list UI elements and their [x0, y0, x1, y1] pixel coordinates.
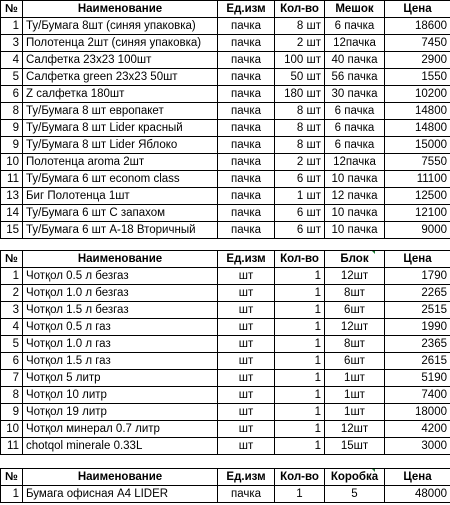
table-cell[interactable]: 6шт	[325, 353, 385, 370]
table-cell[interactable]: 18000	[385, 404, 450, 421]
table-cell[interactable]: Чотқол 1.0 л безгаз	[23, 285, 218, 302]
table-cell[interactable]: 7400	[385, 387, 450, 404]
table-cell[interactable]: 6 пачка	[325, 137, 385, 154]
table-cell[interactable]: 48000	[385, 486, 450, 503]
table-cell[interactable]: 7	[1, 370, 23, 387]
table-cell[interactable]: пачка	[218, 137, 275, 154]
table-cell[interactable]: 1	[275, 387, 325, 404]
price-table-paper-goods	[0, 0, 450, 239]
table-cell[interactable]: 50 шт	[275, 69, 325, 86]
table-cell[interactable]: пачка	[218, 120, 275, 137]
table-cell[interactable]: 9	[1, 137, 23, 154]
table-cell[interactable]: 12 пачка	[325, 188, 385, 205]
table-cell[interactable]: 56 пачка	[325, 69, 385, 86]
table-cell[interactable]: Чотқол 1.5 л безгаз	[23, 302, 218, 319]
table-cell[interactable]: 10 пачка	[325, 222, 385, 239]
table-row[interactable]	[1, 302, 450, 319]
table-cell[interactable]: Ту/Бумага 8 шт европакет	[23, 103, 218, 120]
table-cell[interactable]: 8 шт	[275, 137, 325, 154]
table-cell[interactable]: 2900	[385, 52, 450, 69]
table-cell[interactable]: 15000	[385, 137, 450, 154]
table-row[interactable]	[1, 486, 450, 503]
table-cell[interactable]: 1	[275, 302, 325, 319]
table-cell[interactable]: 1550	[385, 69, 450, 86]
table-cell[interactable]: 18600	[385, 18, 450, 35]
table-cell[interactable]: Ту/Бумага 6 шт econom class	[23, 171, 218, 188]
table-cell[interactable]: 3000	[385, 438, 450, 455]
table-row[interactable]	[1, 205, 450, 222]
col-pack[interactable]: Мешок	[325, 1, 385, 18]
table-cell[interactable]: Биг Полотенца 1шт	[23, 188, 218, 205]
col-price[interactable]: Цена	[385, 469, 450, 486]
table-cell[interactable]: 180 шт	[275, 86, 325, 103]
table-cell[interactable]: 1	[275, 486, 325, 503]
table-cell[interactable]: 5	[1, 336, 23, 353]
table-cell[interactable]: 14	[1, 205, 23, 222]
table-cell[interactable]: шт	[218, 319, 275, 336]
cell-marker-icon	[372, 469, 375, 472]
table-cell[interactable]: Чотқол минерал 0.7 литр	[23, 421, 218, 438]
table-cell[interactable]: 8 шт	[275, 18, 325, 35]
table-header-row	[1, 469, 450, 486]
table-cell[interactable]: 5190	[385, 370, 450, 387]
table-row[interactable]	[1, 268, 450, 285]
table-cell[interactable]: 1	[275, 285, 325, 302]
price-table-water	[0, 250, 450, 455]
table-cell[interactable]: chotqol minerale 0.33L	[23, 438, 218, 455]
table-cell[interactable]: пачка	[218, 205, 275, 222]
table-cell[interactable]: 1	[275, 336, 325, 353]
table-row[interactable]	[1, 222, 450, 239]
table-row[interactable]	[1, 188, 450, 205]
table-cell[interactable]: Полотенца aroma 2шт	[23, 154, 218, 171]
table-cell[interactable]: 4	[1, 319, 23, 336]
table-cell[interactable]: 8 шт	[275, 120, 325, 137]
table-row[interactable]	[1, 86, 450, 103]
table-cell[interactable]: 9	[1, 120, 23, 137]
col-unit[interactable]: Ед.изм	[218, 1, 275, 18]
table-cell[interactable]: 1	[1, 18, 23, 35]
table-cell[interactable]: шт	[218, 370, 275, 387]
table-row[interactable]	[1, 35, 450, 52]
table-row[interactable]	[1, 137, 450, 154]
table-cell[interactable]: 9000	[385, 222, 450, 239]
table-cell[interactable]: Z салфетка 180шт	[23, 86, 218, 103]
table-cell[interactable]: 12шт	[325, 421, 385, 438]
table-cell[interactable]: пачка	[218, 188, 275, 205]
table-cell[interactable]: 8шт	[325, 285, 385, 302]
table-cell[interactable]: 40 пачка	[325, 52, 385, 69]
table-row[interactable]	[1, 353, 450, 370]
col-qty[interactable]: Кол-во	[275, 251, 325, 268]
table-cell[interactable]: Бумага офисная А4 LIDER	[23, 486, 218, 503]
table-cell[interactable]: пачка	[218, 86, 275, 103]
table-row[interactable]	[1, 103, 450, 120]
table-cell[interactable]: 8 шт	[275, 103, 325, 120]
table-cell[interactable]: 12шт	[325, 319, 385, 336]
table-cell[interactable]: Ту/Бумага 8шт (синяя упаковка)	[23, 18, 218, 35]
table-cell[interactable]: шт	[218, 302, 275, 319]
table-cell[interactable]: пачка	[218, 154, 275, 171]
table-cell[interactable]: Чотқол 5 литр	[23, 370, 218, 387]
table-cell[interactable]: 5	[325, 486, 385, 503]
table-cell[interactable]: 11100	[385, 171, 450, 188]
table-cell[interactable]: 3	[1, 302, 23, 319]
table-cell[interactable]: Чотқол 10 литр	[23, 387, 218, 404]
table-cell[interactable]: шт	[218, 404, 275, 421]
table-cell[interactable]: 6 шт	[275, 205, 325, 222]
table-cell[interactable]: 1	[275, 421, 325, 438]
table-cell[interactable]: 1	[275, 268, 325, 285]
table-cell[interactable]: 9	[1, 404, 23, 421]
table-cell[interactable]: 7450	[385, 35, 450, 52]
table-row[interactable]	[1, 52, 450, 69]
table-cell[interactable]: 6 пачка	[325, 18, 385, 35]
col-unit[interactable]: Ед.изм	[218, 469, 275, 486]
table-cell[interactable]: Чотқол 0.5 л безгаз	[23, 268, 218, 285]
table-row[interactable]	[1, 69, 450, 86]
table-cell[interactable]: 4200	[385, 421, 450, 438]
table-row[interactable]	[1, 285, 450, 302]
table-cell[interactable]: 2 шт	[275, 154, 325, 171]
table-cell[interactable]: 6 пачка	[325, 120, 385, 137]
table-cell[interactable]: 2 шт	[275, 35, 325, 52]
table-cell[interactable]: 10 пачка	[325, 171, 385, 188]
table-cell[interactable]: 2615	[385, 353, 450, 370]
table-row[interactable]	[1, 404, 450, 421]
table-cell[interactable]: 6 шт	[275, 222, 325, 239]
table-cell[interactable]: шт	[218, 353, 275, 370]
table-cell[interactable]: 1990	[385, 319, 450, 336]
table-cell[interactable]: пачка	[218, 171, 275, 188]
col-qty[interactable]: Кол-во	[275, 469, 325, 486]
table-cell[interactable]: 14800	[385, 120, 450, 137]
table-cell[interactable]: 8	[1, 387, 23, 404]
table-row[interactable]	[1, 370, 450, 387]
table-cell[interactable]: 100 шт	[275, 52, 325, 69]
table-cell[interactable]: 2265	[385, 285, 450, 302]
table-row[interactable]	[1, 438, 450, 455]
col-qty[interactable]: Кол-во	[275, 1, 325, 18]
table-cell[interactable]: 12500	[385, 188, 450, 205]
table-cell[interactable]: 1шт	[325, 370, 385, 387]
col-box[interactable]: Коробка	[325, 469, 385, 486]
table-cell[interactable]: шт	[218, 336, 275, 353]
table-cell[interactable]: Салфетка green 23х23 50шт	[23, 69, 218, 86]
table-cell[interactable]: 6	[1, 353, 23, 370]
table-cell[interactable]: пачка	[218, 103, 275, 120]
table-cell[interactable]: 11	[1, 171, 23, 188]
table-cell[interactable]: пачка	[218, 69, 275, 86]
table-cell[interactable]: 8шт	[325, 336, 385, 353]
table-cell[interactable]: 6 шт	[275, 171, 325, 188]
col-number[interactable]: №	[1, 1, 23, 18]
table-row[interactable]	[1, 18, 450, 35]
table-header-row	[1, 251, 450, 268]
table-cell[interactable]: 1	[275, 404, 325, 421]
table-cell[interactable]: 3	[1, 35, 23, 52]
table-cell[interactable]: пачка	[218, 222, 275, 239]
table-cell[interactable]: 1	[275, 438, 325, 455]
table-cell[interactable]: 30 пачка	[325, 86, 385, 103]
table-row[interactable]	[1, 387, 450, 404]
table-cell[interactable]: 2	[1, 285, 23, 302]
col-name[interactable]: Наименование	[23, 251, 218, 268]
table-cell[interactable]: шт	[218, 285, 275, 302]
table-cell[interactable]: 1	[275, 353, 325, 370]
table-cell[interactable]: Чотқол 0.5 л газ	[23, 319, 218, 336]
table-cell[interactable]: 12100	[385, 205, 450, 222]
table-cell[interactable]: Чотқол 1.5 л газ	[23, 353, 218, 370]
col-name[interactable]: Наименование	[23, 1, 218, 18]
table-cell[interactable]: шт	[218, 438, 275, 455]
table-cell[interactable]: 15шт	[325, 438, 385, 455]
table-cell[interactable]: Чотқол 19 литр	[23, 404, 218, 421]
table-cell[interactable]: 14800	[385, 103, 450, 120]
col-name[interactable]: Наименование	[23, 469, 218, 486]
table-cell[interactable]: 6 пачка	[325, 103, 385, 120]
table-cell[interactable]: 10 пачка	[325, 205, 385, 222]
table-header-row	[1, 1, 450, 18]
table-cell[interactable]: Ту/Бумага 6 шт С запахом	[23, 205, 218, 222]
table-cell[interactable]: 2365	[385, 336, 450, 353]
col-unit[interactable]: Ед.изм	[218, 251, 275, 268]
table-cell[interactable]: пачка	[218, 52, 275, 69]
table-row[interactable]	[1, 319, 450, 336]
table-row[interactable]	[1, 120, 450, 137]
table-cell[interactable]: Чотқол 1.0 л газ	[23, 336, 218, 353]
table-cell[interactable]: Салфетка 23х23 100шт	[23, 52, 218, 69]
table-cell[interactable]: пачка	[218, 18, 275, 35]
table-cell[interactable]: 1	[275, 370, 325, 387]
table-cell[interactable]: шт	[218, 387, 275, 404]
table-row[interactable]	[1, 336, 450, 353]
table-cell[interactable]: 6шт	[325, 302, 385, 319]
table-cell[interactable]: 1	[275, 319, 325, 336]
table-cell[interactable]: Ту/Бумага 8 шт Lider красный	[23, 120, 218, 137]
table-cell[interactable]: 10200	[385, 86, 450, 103]
table-cell[interactable]: 1790	[385, 268, 450, 285]
table-cell[interactable]: 12пачка	[325, 35, 385, 52]
table-row[interactable]	[1, 154, 450, 171]
table-cell[interactable]: 4	[1, 52, 23, 69]
col-price[interactable]: Цена	[385, 251, 450, 268]
table-cell[interactable]: 1	[1, 486, 23, 503]
table-row[interactable]	[1, 421, 450, 438]
table-cell[interactable]: 8	[1, 103, 23, 120]
table-cell[interactable]: Ту/Бумага 8 шт Lider Яблоко	[23, 137, 218, 154]
table-cell[interactable]: 1шт	[325, 404, 385, 421]
table-cell[interactable]: 10	[1, 421, 23, 438]
table-cell[interactable]: 1шт	[325, 387, 385, 404]
table-cell[interactable]: 13	[1, 188, 23, 205]
table-cell[interactable]: 2515	[385, 302, 450, 319]
price-table-office-paper	[0, 468, 450, 503]
table-cell[interactable]: 5	[1, 69, 23, 86]
col-price[interactable]: Цена	[385, 1, 450, 18]
cell-marker-icon	[372, 251, 375, 254]
table-cell[interactable]: 11	[1, 438, 23, 455]
table-cell[interactable]: 10	[1, 154, 23, 171]
table-cell[interactable]: пачка	[218, 35, 275, 52]
table-cell[interactable]: 12шт	[325, 268, 385, 285]
table-cell[interactable]: 1 шт	[275, 188, 325, 205]
table-row[interactable]	[1, 171, 450, 188]
col-number[interactable]: №	[1, 251, 23, 268]
table-cell[interactable]: 1	[1, 268, 23, 285]
table-cell[interactable]: шт	[218, 268, 275, 285]
table-cell[interactable]: 6	[1, 86, 23, 103]
table-cell[interactable]: 15	[1, 222, 23, 239]
table-cell[interactable]: шт	[218, 421, 275, 438]
table-cell[interactable]: Ту/Бумага 6 шт А-18 Вторичный	[23, 222, 218, 239]
table-cell[interactable]: Полотенца 2шт (синяя упаковка)	[23, 35, 218, 52]
table-cell[interactable]: пачка	[218, 486, 275, 503]
table-cell[interactable]: 12пачка	[325, 154, 385, 171]
col-block[interactable]: Блок	[325, 251, 385, 268]
table-cell[interactable]: 7550	[385, 154, 450, 171]
col-number[interactable]: №	[1, 469, 23, 486]
